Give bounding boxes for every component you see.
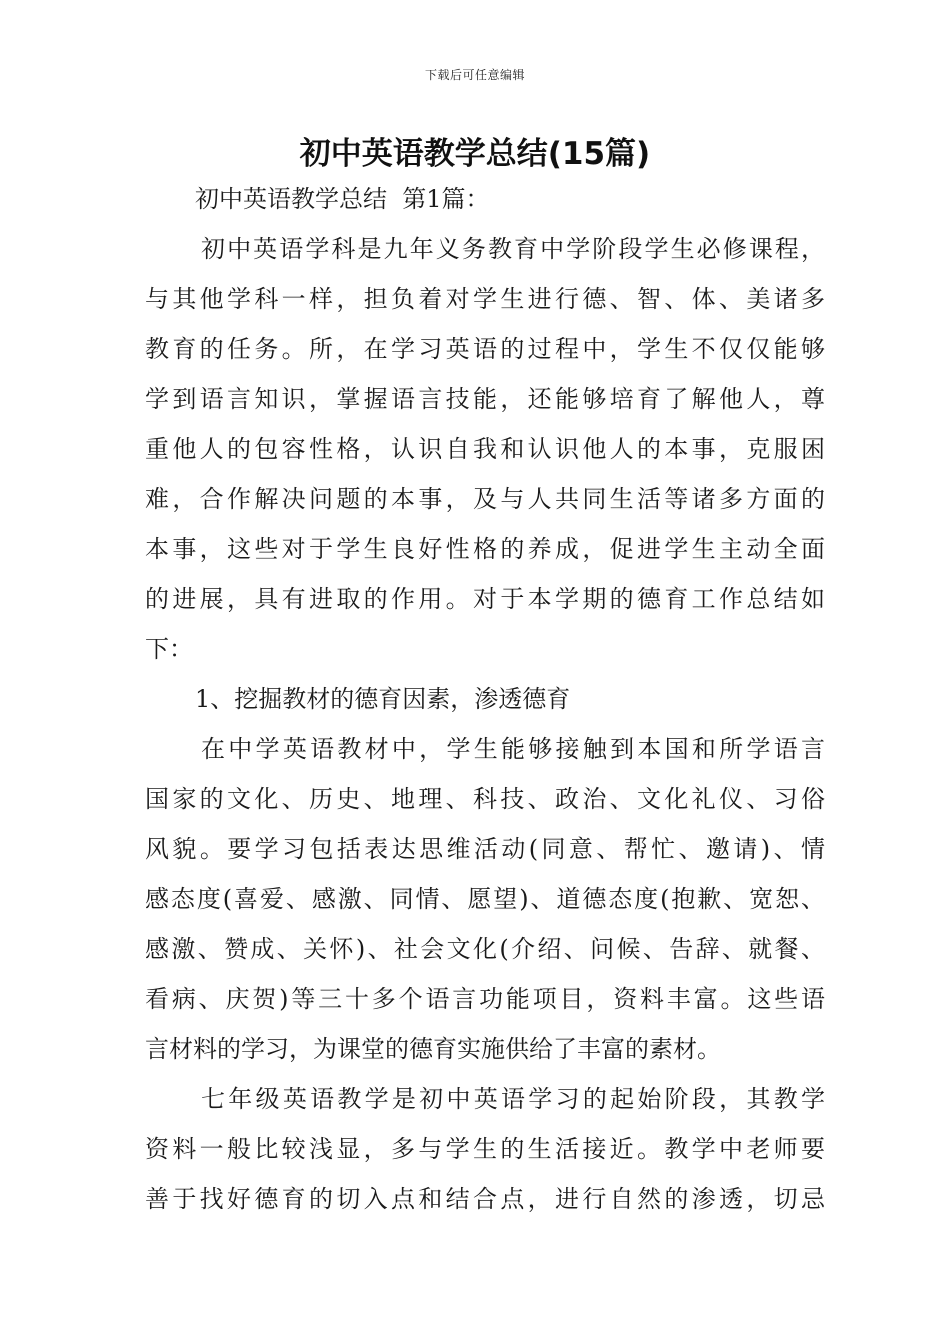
paragraph-line: 教育的任务。所，在学习英语的过程中，学生不仅仅能够 bbox=[145, 335, 825, 363]
paragraph-line: 言材料的学习，为课堂的德育实施供给了丰富的素材。 bbox=[145, 1035, 721, 1063]
paragraph-line: 善于找好德育的切入点和结合点，进行自然的渗透，切忌 bbox=[145, 1185, 825, 1213]
paragraph-line: 感激、赞成、关怀)、社会文化(介绍、问候、告辞、就餐、 bbox=[145, 935, 825, 963]
paragraph-line: 学到语言知识，掌握语言技能，还能够培育了解他人，尊 bbox=[145, 385, 825, 413]
document-body bbox=[145, 174, 825, 1224]
paragraph-line: 看病、庆贺)等三十多个语言功能项目，资料丰富。这些语 bbox=[145, 985, 825, 1013]
section-heading: 1、挖掘教材的德育因素，渗透德育 bbox=[195, 685, 571, 713]
paragraph-line: 的进展，具有进取的作用。对于本学期的德育工作总结如 bbox=[145, 585, 825, 613]
paragraph-line: 感态度(喜爱、感激、同情、愿望)、道德态度(抱歉、宽恕、 bbox=[145, 885, 825, 913]
document-title: 初中英语教学总结(15篇) bbox=[299, 136, 651, 172]
paragraph-line: 下： bbox=[145, 635, 193, 663]
section-subtitle: 初中英语教学总结 第1篇： bbox=[195, 185, 490, 213]
paragraph-line: 重他人的包容性格，认识自我和认识他人的本事，克服困 bbox=[145, 435, 825, 463]
paragraph-line: 初中英语学科是九年义务教育中学阶段学生必修课程， bbox=[201, 235, 825, 263]
paragraph-line: 难，合作解决问题的本事，及与人共同生活等诸多方面的 bbox=[145, 485, 825, 513]
paragraph-line: 风貌。要学习包括表达思维活动(同意、帮忙、邀请)、情 bbox=[145, 835, 825, 863]
paragraph-line: 在中学英语教材中，学生能够接触到本国和所学语言 bbox=[201, 735, 825, 763]
paragraph-line: 资料一般比较浅显，多与学生的生活接近。教学中老师要 bbox=[145, 1135, 825, 1163]
paragraph-line: 与其他学科一样，担负着对学生进行德、智、体、美诸多 bbox=[145, 285, 825, 313]
paragraph-line: 国家的文化、历史、地理、科技、政治、文化礼仪、习俗 bbox=[145, 785, 825, 813]
paragraph-line: 本事，这些对于学生良好性格的养成，促进学生主动全面 bbox=[145, 535, 825, 563]
header-note: 下载后可任意编辑 bbox=[424, 68, 525, 82]
paragraph-line: 七年级英语教学是初中英语学习的起始阶段，其教学 bbox=[201, 1085, 825, 1113]
